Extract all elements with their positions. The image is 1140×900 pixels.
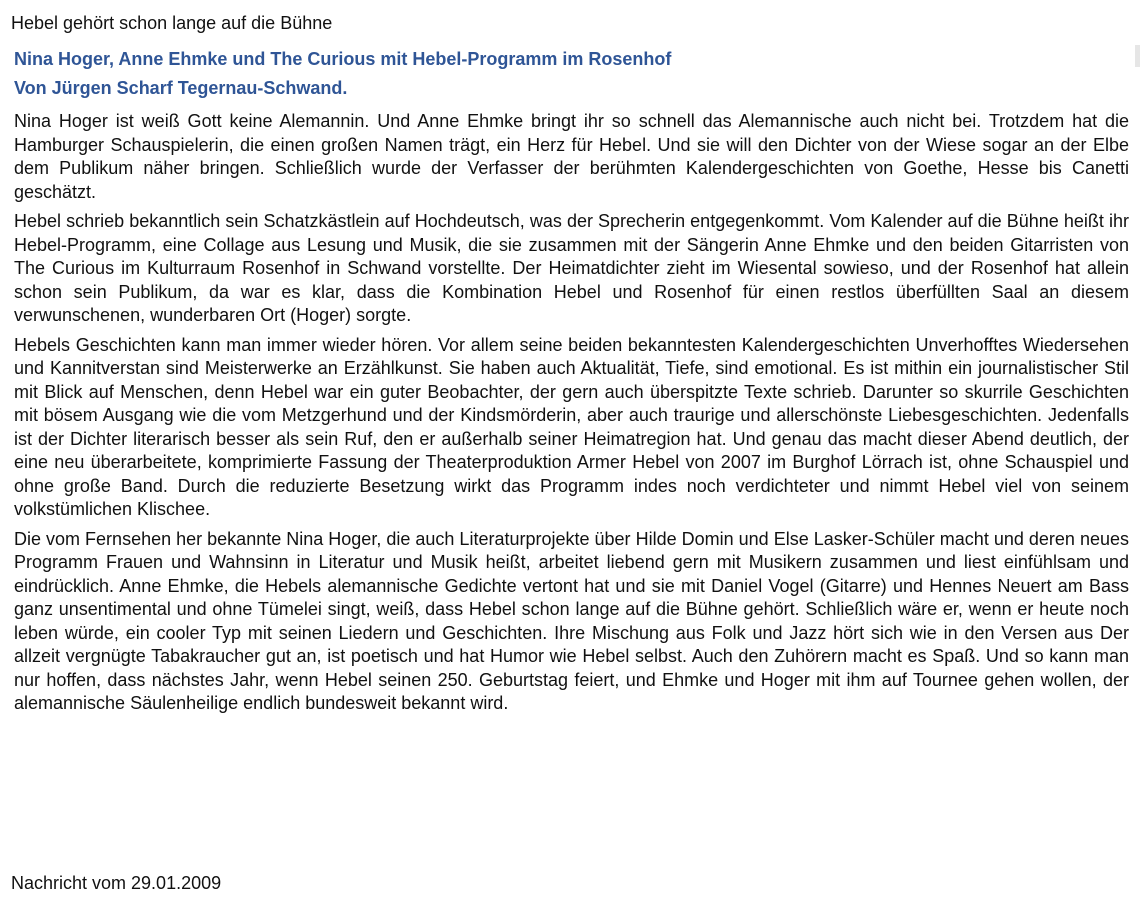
scrollbar-fragment <box>1135 45 1140 67</box>
article-paragraph: Hebels Geschichten kann man immer wieder hören. Vor allem seine beiden bekanntesten Kalendergeschichten Unverhofftes Wiedersehen und Kannitverstan sind Meisterwerke an Erzählkunst. Sie haben auch Aktualität, Tiefe, sind emotional. Es ist mithin ein journalistischer Stil mit Blick auf Menschen, denn Hebel war ein guter Beobachter, der gern auch überspitzte Texte schrieb. Darunter so skurrile Geschichten mit bösem Ausgang wie die vom Metzgerhund und der Kindsmörderin, aber auch traurige und allerschönste Liebesgeschichten. Jedenfalls ist der Dichter literarisch besser als sein Ruf, den er außerhalb seiner Heimatregion hat. Und genau das macht dieser Abend deutlich, der eine neu überarbeitete, komprimierte Fassung der Theaterproduktion Armer Hebel von 2007 im Burghof Lörrach ist, ohne Schauspiel und ohne große Band. Durch die reduzierte Besetzung wirkt das Programm indes noch verdichteter und nimmt Hebel viel von seinem volkstümlichen Klischee. <box>14 334 1129 519</box>
article-body <box>14 110 1129 716</box>
article-paragraph: Die vom Fernsehen her bekannte Nina Hoger, die auch Literaturprojekte über Hilde Domin und Else Lasker-Schüler macht und deren neues Programm Frauen und Wahnsinn in Literatur und Musik heißt, arbeitet liebend gern mit Musikern zusammen und liest einfühlsam und eindrücklich. Anne Ehmke, die Hebels alemannische Gedichte vertont hat und sie mit Daniel Vogel (Gitarre) und Hennes Neuert am Bass ganz unsentimental und ohne Tümelei singt, weiß, dass Hebel schon lange auf die Bühne gehört. Schließlich wäre er, wenn er heute noch leben würde, ein cooler Typ mit seinen Liedern und Geschichten. Ihre Mischung aus Folk und Jazz hört sich wie in den Versen aus Der allzeit vergnügte Tabakraucher gut an, ist poetisch und hat Humor wie Hebel selbst. Auch den Zuhörern macht es Spaß. Und so kann man nur hoffen, dass nächstes Jahr, wenn Hebel seinen 250. Geburtstag feiert, und Ehmke und Hoger mit ihm auf Tournee gehen wollen, der alemannische Säulenheilige endlich bundesweit bekannt wird. <box>14 528 1129 713</box>
page-title: Hebel gehört schon lange auf die Bühne <box>11 13 333 33</box>
article-paragraph: Nina Hoger ist weiß Gott keine Alemannin. Und Anne Ehmke bringt ihr so schnell das Alemannische auch nicht bei. Trotzdem hat die Hamburger Schauspielerin, die einen großen Namen trägt, ein Herz für Hebel. Und sie will den Dichter von der Wiese sogar an der Elbe dem Publikum näher bringen. Schließlich wurde der Verfasser der berühmten Kalendergeschichten von Goethe, Hesse bis Canetti geschätzt. <box>14 111 1129 202</box>
article-paragraph: Hebel schrieb bekanntlich sein Schatzkästlein auf Hochdeutsch, was der Sprecherin entgegenkommt. Vom Kalender auf die Bühne heißt ihr Hebel-Programm, eine Collage aus Lesung und Musik, die sie zusammen mit der Sängerin Anne Ehmke und den beiden Gitarristen von The Curious im Kulturraum Rosenhof in Schwand vorstellte. Der Heimatdichter zieht im Wiesental sowieso, und der Rosenhof hat allein schon sein Publikum, da war es klar, dass die Kombination Hebel und Rosenhof für einen restlos überfüllten Saal an diesem verwunschenen, wunderbaren Ort (Hoger) sorgte. <box>14 211 1129 325</box>
article-byline: Von Jürgen Scharf Tegernau-Schwand. <box>14 78 348 98</box>
article-headline: Nina Hoger, Anne Ehmke und The Curious mit Hebel-Programm im Rosenhof <box>14 49 672 69</box>
publication-date: Nachricht vom 29.01.2009 <box>11 873 222 893</box>
